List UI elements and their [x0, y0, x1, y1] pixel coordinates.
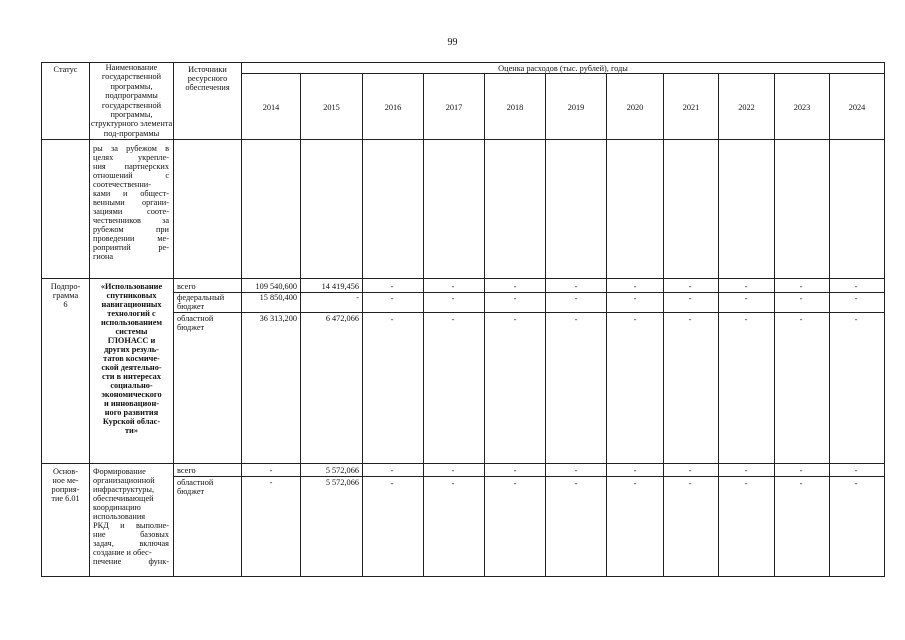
empty-value-cell: - [799, 293, 803, 303]
empty-value-cell: - [854, 465, 858, 475]
name-line: татов космиче- [103, 354, 160, 363]
empty-value-cell: - [744, 465, 748, 475]
source-regional: областной [177, 314, 214, 323]
name-line: ния партнерских [93, 162, 169, 171]
name-line: других резуль- [104, 345, 159, 354]
empty-value-cell: - [574, 465, 578, 475]
header-cost: Оценка расходов (тыс. рублей), годы [498, 64, 628, 73]
name-line: гиона [93, 252, 114, 261]
name-line: ти» [124, 426, 138, 435]
source-regional: областной [177, 478, 214, 487]
source-total: всего [177, 466, 196, 475]
source-total: всего [177, 282, 196, 291]
name-line: задач, включая [93, 539, 169, 548]
empty-value-cell: - [633, 478, 637, 488]
empty-value-cell: - [744, 314, 748, 324]
name-line: координацию [93, 503, 141, 512]
empty-value-cell: - [513, 293, 517, 303]
empty-value-cell: - [799, 465, 803, 475]
name-line: организационной [93, 476, 155, 485]
empty-value-cell: - [633, 314, 637, 324]
year-header: 2016 [384, 103, 402, 112]
name-line: РКД и выполне- [93, 521, 169, 530]
name-line: ры за рубежом в [93, 144, 169, 153]
name-line: сти в интересах [102, 372, 161, 381]
value-cell: - [356, 293, 359, 302]
status-line: ное ме- [52, 476, 79, 485]
empty-value-cell: - [390, 293, 394, 303]
name-line: создание и обес- [93, 548, 152, 557]
source-regional: бюджет [177, 487, 205, 496]
empty-value-cell: - [451, 465, 455, 475]
empty-value-cell: - [799, 281, 803, 291]
empty-value-cell: - [390, 478, 394, 488]
status-line: Основ- [53, 467, 78, 476]
empty-value-cell: - [854, 293, 858, 303]
value-cell: 5 572,066 [325, 478, 359, 487]
empty-value-cell: - [574, 281, 578, 291]
empty-value-cell: - [633, 293, 637, 303]
empty-value-cell: - [390, 281, 394, 291]
empty-value-cell: - [633, 465, 637, 475]
year-header: 2015 [323, 103, 340, 112]
source-federal: бюджет [177, 302, 205, 311]
value-cell: 5 572,066 [325, 466, 359, 475]
year-header: 2024 [848, 103, 866, 112]
empty-value-cell: - [451, 478, 455, 488]
year-header: 2017 [445, 103, 463, 112]
empty-value-cell: - [574, 293, 578, 303]
status-line: Подпро- [50, 282, 81, 291]
name-line: ской деятельно- [101, 363, 162, 372]
empty-value-cell: - [451, 293, 455, 303]
name-line: проведении ме- [93, 234, 169, 243]
empty-value-cell: - [688, 465, 692, 475]
name-line: венными органи- [93, 198, 169, 207]
name-line: ного развития [104, 408, 159, 417]
value-cell: 109 540,600 [255, 282, 297, 291]
name-line: ние базовых [93, 530, 169, 539]
name-line: соотечественни- [93, 180, 151, 189]
name-line: Курской облас- [102, 417, 161, 426]
year-header: 2022 [738, 103, 755, 112]
empty-value-cell: - [854, 281, 858, 291]
header-source: Источники ресурсного обеспечения [185, 65, 230, 93]
empty-value-cell: - [513, 465, 517, 475]
name-line: социально- [110, 381, 153, 390]
page-number: 99 [447, 37, 458, 48]
name-line: чественников за [93, 216, 169, 225]
name-line: технологий с [107, 309, 156, 318]
name-line: зациями сооте- [93, 207, 169, 216]
name-line: «Использование [100, 282, 163, 291]
value-cell: 14 419,456 [321, 282, 359, 291]
value-cell: - [269, 466, 273, 475]
empty-value-cell: - [451, 281, 455, 291]
year-header: 2019 [567, 103, 585, 112]
name-line: ками и общест- [93, 189, 169, 198]
name-line: системы [115, 327, 148, 336]
status-line: роприя- [51, 485, 80, 494]
status-line: тие 6.01 [51, 494, 80, 503]
header-name: Наименование государственной программы, подпрограммы государственной программы, структурного элемента под-программы [90, 63, 173, 138]
empty-value-cell: - [688, 478, 692, 488]
name-line: экономического [101, 390, 162, 399]
empty-value-cell: - [854, 314, 858, 324]
year-header: 2018 [506, 103, 524, 112]
source-regional: бюджет [177, 323, 205, 332]
empty-value-cell: - [688, 314, 692, 324]
empty-value-cell: - [744, 293, 748, 303]
name-line: рубежом при [93, 225, 169, 234]
empty-value-cell: - [513, 314, 517, 324]
year-header: 2014 [262, 103, 280, 112]
name-line: и инновацион- [103, 399, 160, 408]
year-header: 2023 [793, 103, 811, 112]
empty-value-cell: - [854, 478, 858, 488]
name-line: ГЛОНАСС и [107, 336, 156, 345]
empty-value-cell: - [633, 281, 637, 291]
empty-value-cell: - [744, 478, 748, 488]
name-line: спутниковых [106, 291, 157, 300]
empty-value-cell: - [744, 281, 748, 291]
name-line: использования [93, 512, 146, 521]
value-cell: 6 472,066 [325, 314, 359, 323]
empty-value-cell: - [799, 314, 803, 324]
header-status: Статус [53, 65, 78, 74]
name-line: Формирование [93, 467, 146, 476]
empty-value-cell: - [799, 478, 803, 488]
empty-value-cell: - [513, 478, 517, 488]
empty-value-cell: - [513, 281, 517, 291]
value-cell: 36 313,200 [259, 314, 297, 323]
name-line: печение функ- [93, 557, 169, 566]
year-header: 2020 [626, 103, 644, 112]
empty-value-cell: - [574, 314, 578, 324]
status-line: грамма [52, 291, 79, 300]
name-line: целях укрепле- [93, 153, 169, 162]
name-line: использованием [100, 318, 163, 327]
name-line: навигационных [101, 300, 162, 309]
status-line: 6 [63, 300, 68, 309]
year-header: 2021 [682, 103, 700, 112]
name-line: инфраструктуры, [93, 485, 155, 494]
name-line: роприятий ре- [93, 243, 169, 252]
value-cell: 15 850,400 [259, 293, 297, 302]
empty-value-cell: - [688, 281, 692, 291]
empty-value-cell: - [390, 465, 394, 475]
name-line: обеспечивающей [93, 494, 154, 503]
value-cell: - [269, 478, 273, 487]
empty-value-cell: - [451, 314, 455, 324]
source-federal: федеральный [177, 293, 225, 302]
empty-value-cell: - [390, 314, 394, 324]
empty-value-cell: - [574, 478, 578, 488]
name-line: отношений с [93, 171, 169, 180]
empty-value-cell: - [688, 293, 692, 303]
